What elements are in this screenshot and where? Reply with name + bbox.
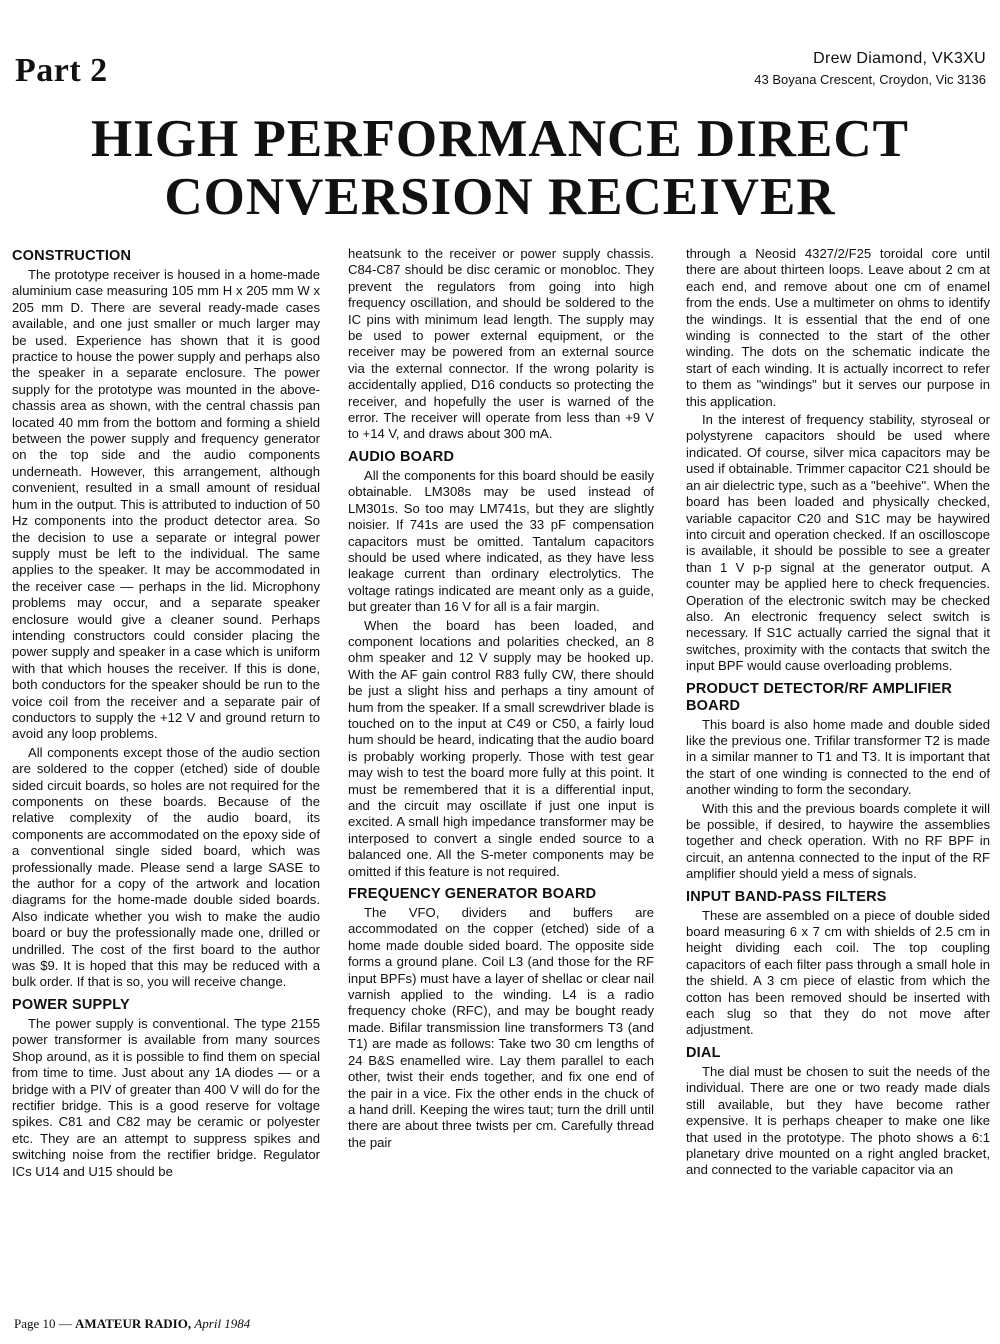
paragraph: When the board has been loaded, and component locations and polarities checked, an 8 ohm speaker and 12 V supply may be hooked up. With the AF gain control R83 fully CW, there should be just a slight hiss and perhaps a tiny amount of hum from the speaker. If a small screwdriver blade is touched on to the input at C49 or C50, a fairly loud hum should be heard, indicating that the audio board is probably working properly. Those with test gear may wish to test the board more fully at this point. It must be remembered that it is a differential input, and the circuit may oscillate if just one input is excited. A small high impedance transformer may be interposed to convert a single ended source to a balanced one. All the S-meter components may be omitted if this feature is not required. <box>348 617 654 879</box>
paragraph: In the interest of frequency stability, styroseal or polystyrene capacitors should be used where indicated. Of course, silver mica capacitors may be used if obtainable. Trimmer capacitor C21 should be an air dielectric type, such as a "beehive". When the board has been loaded and physically checked, variable capacitor C20 and S1C may be haywired into circuit and operation checked. If an oscilloscope is available, it should be possible to see a greater than 1 V p-p signal at the generator output. A counter may be applied here to check frequencies. Operation of the electronic switch may be checked also. An electronic frequency select switch is necessary. If S1C actually carried the signal that it switches, proximity with the contacts that switch the input BPF would cause overloading problems. <box>686 412 990 674</box>
part-label: Part 2 <box>15 52 108 89</box>
paragraph: All components except those of the audio section are soldered to the copper (etched) side of double sided circuit boards, so holes are not required for the components on these boards. Because of the relative complexity of the audio board, its components are accommodated on the epoxy side of a conventional single sided board, which was professionally made. Please send a large SASE to the author for a copy of the artwork and location diagrams for the home-made double sided boards. Also indicate whether you wish to make the audio board or buy the professionally made one, drilled or undrilled. The cost of the first board to the author was $9. It is hoped that this may be reduced with a bulk order. If that is so, you will receive change. <box>12 744 320 990</box>
page-footer <box>14 1316 250 1332</box>
paragraph: through a Neosid 4327/2/F25 toroidal core until there are about thirteen loops. Leave about 2 cm at each end, and remove about one cm of enamel from the ends. Use a multimeter on ohms to identify the windings. It is essential that the end of one winding is connected to the start of the other winding. The dots on the schematic indicate the start of each winding. It is actually incorrect to refer to them as "windings" but it serves our purpose in this application. <box>686 246 990 409</box>
paragraph: All the components for this board should be easily obtainable. LM308s may be used instead of LM301s. So too may LM741s, but they are slightly noisier. If 741s are used the 33 pF compensation capacitors must be omitted. Tantalum capacitors should be used where indicated, as they have less leakage current than ordinary electrolytics. The voltage ratings indicated are meant only as a guide, but greater than 16 V for all is a fair margin. <box>348 467 654 615</box>
product-detector-heading: PRODUCT DETECTOR/RF AMPLIFIER BOARD <box>686 680 952 714</box>
author-block <box>754 50 986 87</box>
audio-board-heading: AUDIO BOARD <box>348 448 455 465</box>
dial-heading: DIAL <box>686 1044 721 1061</box>
title-line-1: HIGH PERFORMANCE DIRECT <box>90 110 910 168</box>
article-title <box>0 110 1000 226</box>
paragraph: These are assembled on a piece of double sided board measuring 6 x 7 cm with shields of 2.5 cm in height dividing each coil. The top coupling capacitors of each filter pass through a small hole in the shield. A 3 cm piece of elastic from which the cotton has been removed should be inserted with each slug so that they do not move after adjustment. <box>686 907 990 1038</box>
publication-name: AMATEUR RADIO, <box>75 1316 192 1331</box>
page-number: Page 10 — <box>14 1316 72 1331</box>
power-supply-heading: POWER SUPPLY <box>12 996 130 1013</box>
construction-heading: CONSTRUCTION <box>12 248 132 264</box>
issue-date: April 1984 <box>194 1316 251 1331</box>
paragraph: The dial must be chosen to suit the needs of the individual. There are one or two ready made dials still available, but they have become rather expensive. It is perhaps cheaper to make one like that used in the prototype. The photo shows a 6:1 planetary drive mounted on a right angled bracket, and connected to the variable capacitor via an <box>686 1063 990 1178</box>
paragraph: This board is also home made and double sided like the previous one. Trifilar transformer T2 is made in a similar manner to T1 and T3. It is important that the start of one winding is connected to the end of another winding to form the secondary. <box>686 716 990 798</box>
frequency-generator-heading: FREQUENCY GENERATOR BOARD <box>348 886 597 903</box>
column-3 <box>686 246 990 1314</box>
paragraph: The power supply is conventional. The type 2155 power transformer is available from many sources Shop around, as it is possible to find them on special from time to time. Just about any 1A diodes — or a bridge with a PIV of greater than 400 V will do for the rectifier bridge. This is a good reserve for voltage spikes. C81 and C82 may be ceramic or polyester etc. They are an attempt to suppress spikes and switching noise from the rectifier bridge. Regulator ICs U14 and U15 should be <box>12 1015 320 1179</box>
title-line-2: CONVERSION RECEIVER <box>164 168 836 226</box>
paragraph: With this and the previous boards complete it will be possible, if desired, to haywire the assemblies together and check operation. With no RF BPF in circuit, an antenna connected to the input of the RF amplifier should yield a mess of signals. <box>686 800 990 882</box>
input-bpf-heading: INPUT BAND-PASS FILTERS <box>686 888 887 905</box>
column-1 <box>12 246 320 1314</box>
author-address: 43 Boyana Crescent, Croydon, Vic 3136 <box>754 72 986 87</box>
paragraph: The prototype receiver is housed in a home-made aluminium case measuring 105 mm H x 205 mm W x 205 mm D. There are several ready-made cases available, and one just smaller or much larger may be used. Experience has shown that it is good practice to house the power supply and perhaps also the speaker in a separate enclosure. The power supply for the prototype was mounted in the above-chassis area as shown, with the central chassis pan located 40 mm from the bottom and forming a shield between the power supply and frequency generator on the top side and the audio components underneath. However, this arrangement, although convenient, resulted in a small amount of residual hum in the output. This is attributed to induction of 50 Hz components into the product detector area. So the decision to use a separate or integral power supply must be left to the individual. The same applies to the speaker. It may be accommodated in the receiver case — perhaps in the lid. Microphony problems may occur, and a separate speaker enclosure would give a cleaner sound. Perhaps intending constructors could consider placing the power supply and speaker in a case which is uniform with that which houses the receiver. If this is done, both conductors for the speaker should be run to the voice coil from the receiver and a separate pair of conductors to supply the +12 V and ground return to avoid any loop problems. <box>12 267 320 742</box>
column-2 <box>348 246 654 1314</box>
paragraph: The VFO, dividers and buffers are accommodated on the copper (etched) side of a home made double sided board. The opposite side forms a ground plane. Coil L3 (and those for the RF input BPFs) must have a layer of shellac or clear nail varnish applied to the winding. L4 is a radio frequency choke (RFC), and may be bought ready made. Bifilar transmission line transformers T3 (and T1) are made as follows: Take two 30 cm lengths of 24 B&S enamelled wire. Lay them parallel to each other, twist their ends together, and fix one end of the pair in a vice. Fix the other ends in the chuck of a hand drill. Keeping the wires taut; turn the drill until there are about three twists per cm. Carefully thread the pair <box>348 905 654 1150</box>
paragraph: heatsunk to the receiver or power supply chassis. C84-C87 should be disc ceramic or monobloc. They prevent the regulators from going into high frequency oscillation, and should be soldered to the IC pins with minimum lead length. The supply may be used to power external equipment, or the receiver may be powered from an external source via the external connector. If the wrong polarity is accidentally applied, D16 conducts so protecting the receiver, and hopefully the user is warned of the error. The receiver will operate from less than +9 V to +14 V, and draws about 300 mA. <box>348 246 654 442</box>
author-name: Drew Diamond, VK3XU <box>813 50 986 67</box>
